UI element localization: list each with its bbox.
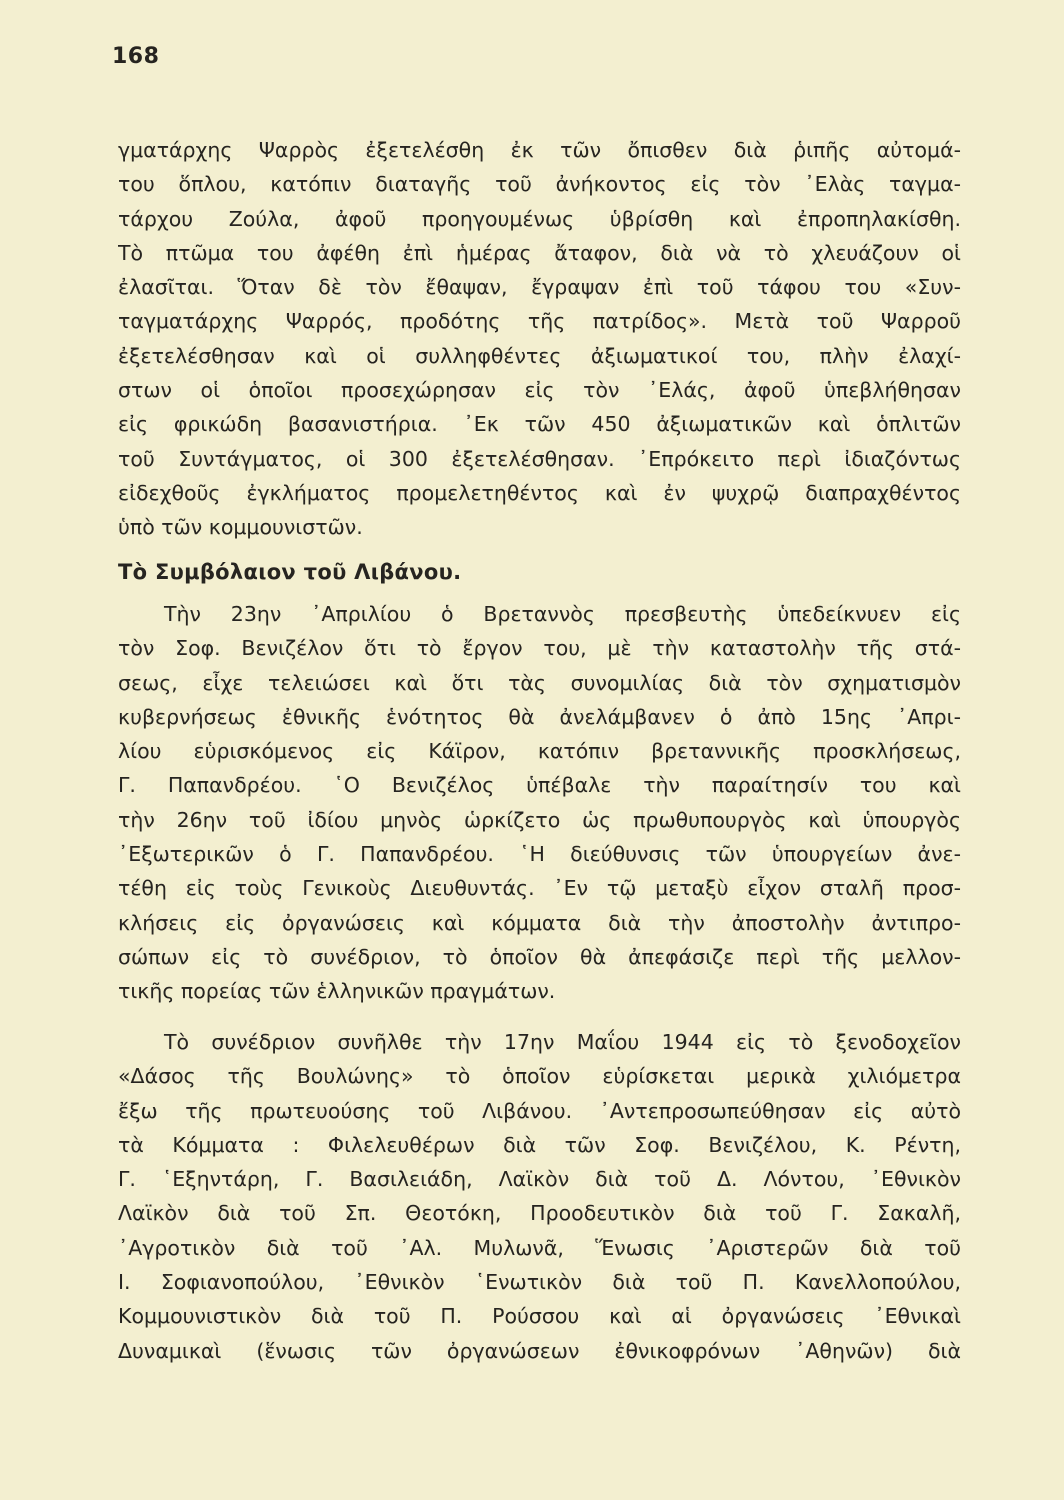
text-line: λίου εὑρισκόμενος εἰς Κάϊρον, κατόπιν βρεταννικῆς προσκλήσεως, xyxy=(118,739,961,764)
paragraph-2 xyxy=(118,597,961,1009)
text-line: Ι. Σοφιανοπούλου, ᾿Εθνικὸν ῾Ενωτικὸν διὰ τοῦ Π. Κανελλοπούλου, xyxy=(118,1270,961,1295)
text-line: του ὅπλου, κατόπιν διαταγῆς τοῦ ἀνήκοντος εἰς τὸν ᾿Ελὰς ταγμα- xyxy=(118,172,961,197)
text-line: «Δάσος τῆς Βουλώνης» τὸ ὁποῖον εὑρίσκεται μερικὰ χιλιόμετρα xyxy=(118,1064,961,1089)
text-line: εἰς φρικώδη βασανιστήρια. ᾿Εκ τῶν 450 ἀξιωματικῶν καὶ ὁπλιτῶν xyxy=(118,412,961,437)
text-line: ᾿Αγροτικὸν διὰ τοῦ ᾿Αλ. Μυλωνᾶ, Ἕνωσις ᾿Αριστερῶν διὰ τοῦ xyxy=(118,1235,961,1260)
text-line: ᾿Εξωτερικῶν ὁ Γ. Παπανδρέου. ῾Η διεύθυνσις τῶν ὑπουργείων ἀνε- xyxy=(118,842,961,867)
text-line: τάρχου Ζούλα, ἀφοῦ προηγουμένως ὑβρίσθη καὶ ἐπροπηλακίσθη. xyxy=(118,206,961,231)
text-line: γματάρχης Ψαρρὸς ἐξετελέσθη ἐκ τῶν ὄπισθεν διὰ ῥιπῆς αὐτομά- xyxy=(118,138,961,162)
text-line: τέθη εἰς τοὺς Γενικοὺς Διευθυντάς. ᾿Εν τῷ μεταξὺ εἶχον σταλῆ προσ- xyxy=(118,876,961,901)
text-line: τὴν 26ην τοῦ ἰδίου μηνὸς ὡρκίζετο ὡς πρωθυπουργὸς καὶ ὑπουργὸς xyxy=(118,807,961,832)
text-line: τὰ Κόμματα : Φιλελευθέρων διὰ τῶν Σοφ. Βενιζέλου, Κ. Ρέντη, xyxy=(118,1132,961,1157)
section-heading: Τὸ Συμβόλαιον τοῦ Λιβάνου. xyxy=(118,560,462,584)
text-line: ἐλασῖται. Ὅταν δὲ τὸν ἔθαψαν, ἔγραψαν ἐπὶ τοῦ τάφου του «Συν- xyxy=(118,275,961,300)
paragraph-3 xyxy=(118,1025,961,1368)
text-line: στων οἱ ὁποῖοι προσεχώρησαν εἰς τὸν ᾿Ελάς, ἀφοῦ ὑπεβλήθησαν xyxy=(118,378,961,403)
text-line: ἐξετελέσθησαν καὶ οἱ συλληφθέντες ἀξιωματικοί του, πλὴν ἐλαχί- xyxy=(118,343,961,368)
page-number: 168 xyxy=(112,44,160,69)
text-line: Δυναμικαὶ (ἕνωσις τῶν ὀργανώσεων ἐθνικοφρόνων ᾿Αθηνῶν) διὰ xyxy=(118,1338,961,1363)
text-line: τικῆς πορείας τῶν ἑλληνικῶν πραγμάτων. xyxy=(118,979,556,1004)
text-line: Τὴν 23ην ᾿Απριλίου ὁ Βρεταννὸς πρεσβευτὴς ὑπεδείκνυεν εἰς xyxy=(164,602,961,626)
text-line: Λαϊκὸν διὰ τοῦ Σπ. Θεοτόκη, Προοδευτικὸν διὰ τοῦ Γ. Σακαλῆ, xyxy=(118,1201,961,1226)
text-line: Τὸ συνέδριον συνῆλθε τὴν 17ην Μαΐου 1944 εἰς τὸ ξενοδοχεῖον xyxy=(164,1030,961,1054)
text-line: τοῦ Συντάγματος, οἱ 300 ἐξετελέσθησαν. ᾿Επρόκειτο περὶ ἰδιαζόντως xyxy=(118,446,961,471)
text-line: ὑπὸ τῶν κομμουνιστῶν. xyxy=(118,515,363,540)
text-line: κυβερνήσεως ἐθνικῆς ἑνότητος θὰ ἀνελάμβανεν ὁ ἀπὸ 15ης ᾿Απρι- xyxy=(118,704,961,729)
text-line: Γ. Παπανδρέου. ῾Ο Βενιζέλος ὑπέβαλε τὴν παραίτησίν του καὶ xyxy=(118,773,961,798)
text-line: σώπων εἰς τὸ συνέδριον, τὸ ὁποῖον θὰ ἀπεφάσιζε περὶ τῆς μελλον- xyxy=(118,944,961,969)
text-line: Γ. ῾Εξηντάρη, Γ. Βασιλειάδη, Λαϊκὸν διὰ τοῦ Δ. Λόντου, ᾿Εθνικὸν xyxy=(118,1167,961,1192)
text-line: ταγματάρχης Ψαρρός, προδότης τῆς πατρίδος». Μετὰ τοῦ Ψαρροῦ xyxy=(118,309,961,334)
text-line: εἰδεχθοῦς ἐγκλήματος προμελετηθέντος καὶ ἐν ψυχρῷ διαπραχθέντος xyxy=(118,480,961,505)
text-line: σεως, εἶχε τελειώσει καὶ ὅτι τὰς συνομιλίας διὰ τὸν σχηματισμὸν xyxy=(118,670,961,695)
text-line: Κομμουνιστικὸν διὰ τοῦ Π. Ρούσσου καὶ αἱ ὀργανώσεις ᾿Εθνικαὶ xyxy=(118,1304,961,1329)
text-line: κλήσεις εἰς ὀργανώσεις καὶ κόμματα διὰ τὴν ἀποστολὴν ἀντιπρο- xyxy=(118,910,961,935)
text-line: ἔξω τῆς πρωτευούσης τοῦ Λιβάνου. ᾿Αντεπροσωπεύθησαν εἰς αὐτὸ xyxy=(118,1098,961,1123)
paragraph-1 xyxy=(118,133,961,545)
text-line: τὸν Σοφ. Βενιζέλον ὅτι τὸ ἔργον του, μὲ τὴν καταστολὴν τῆς στά- xyxy=(118,636,961,661)
text-line: Τὸ πτῶμα του ἀφέθη ἐπὶ ἡμέρας ἄταφον, διὰ νὰ τὸ χλευάζουν οἱ xyxy=(118,240,961,265)
